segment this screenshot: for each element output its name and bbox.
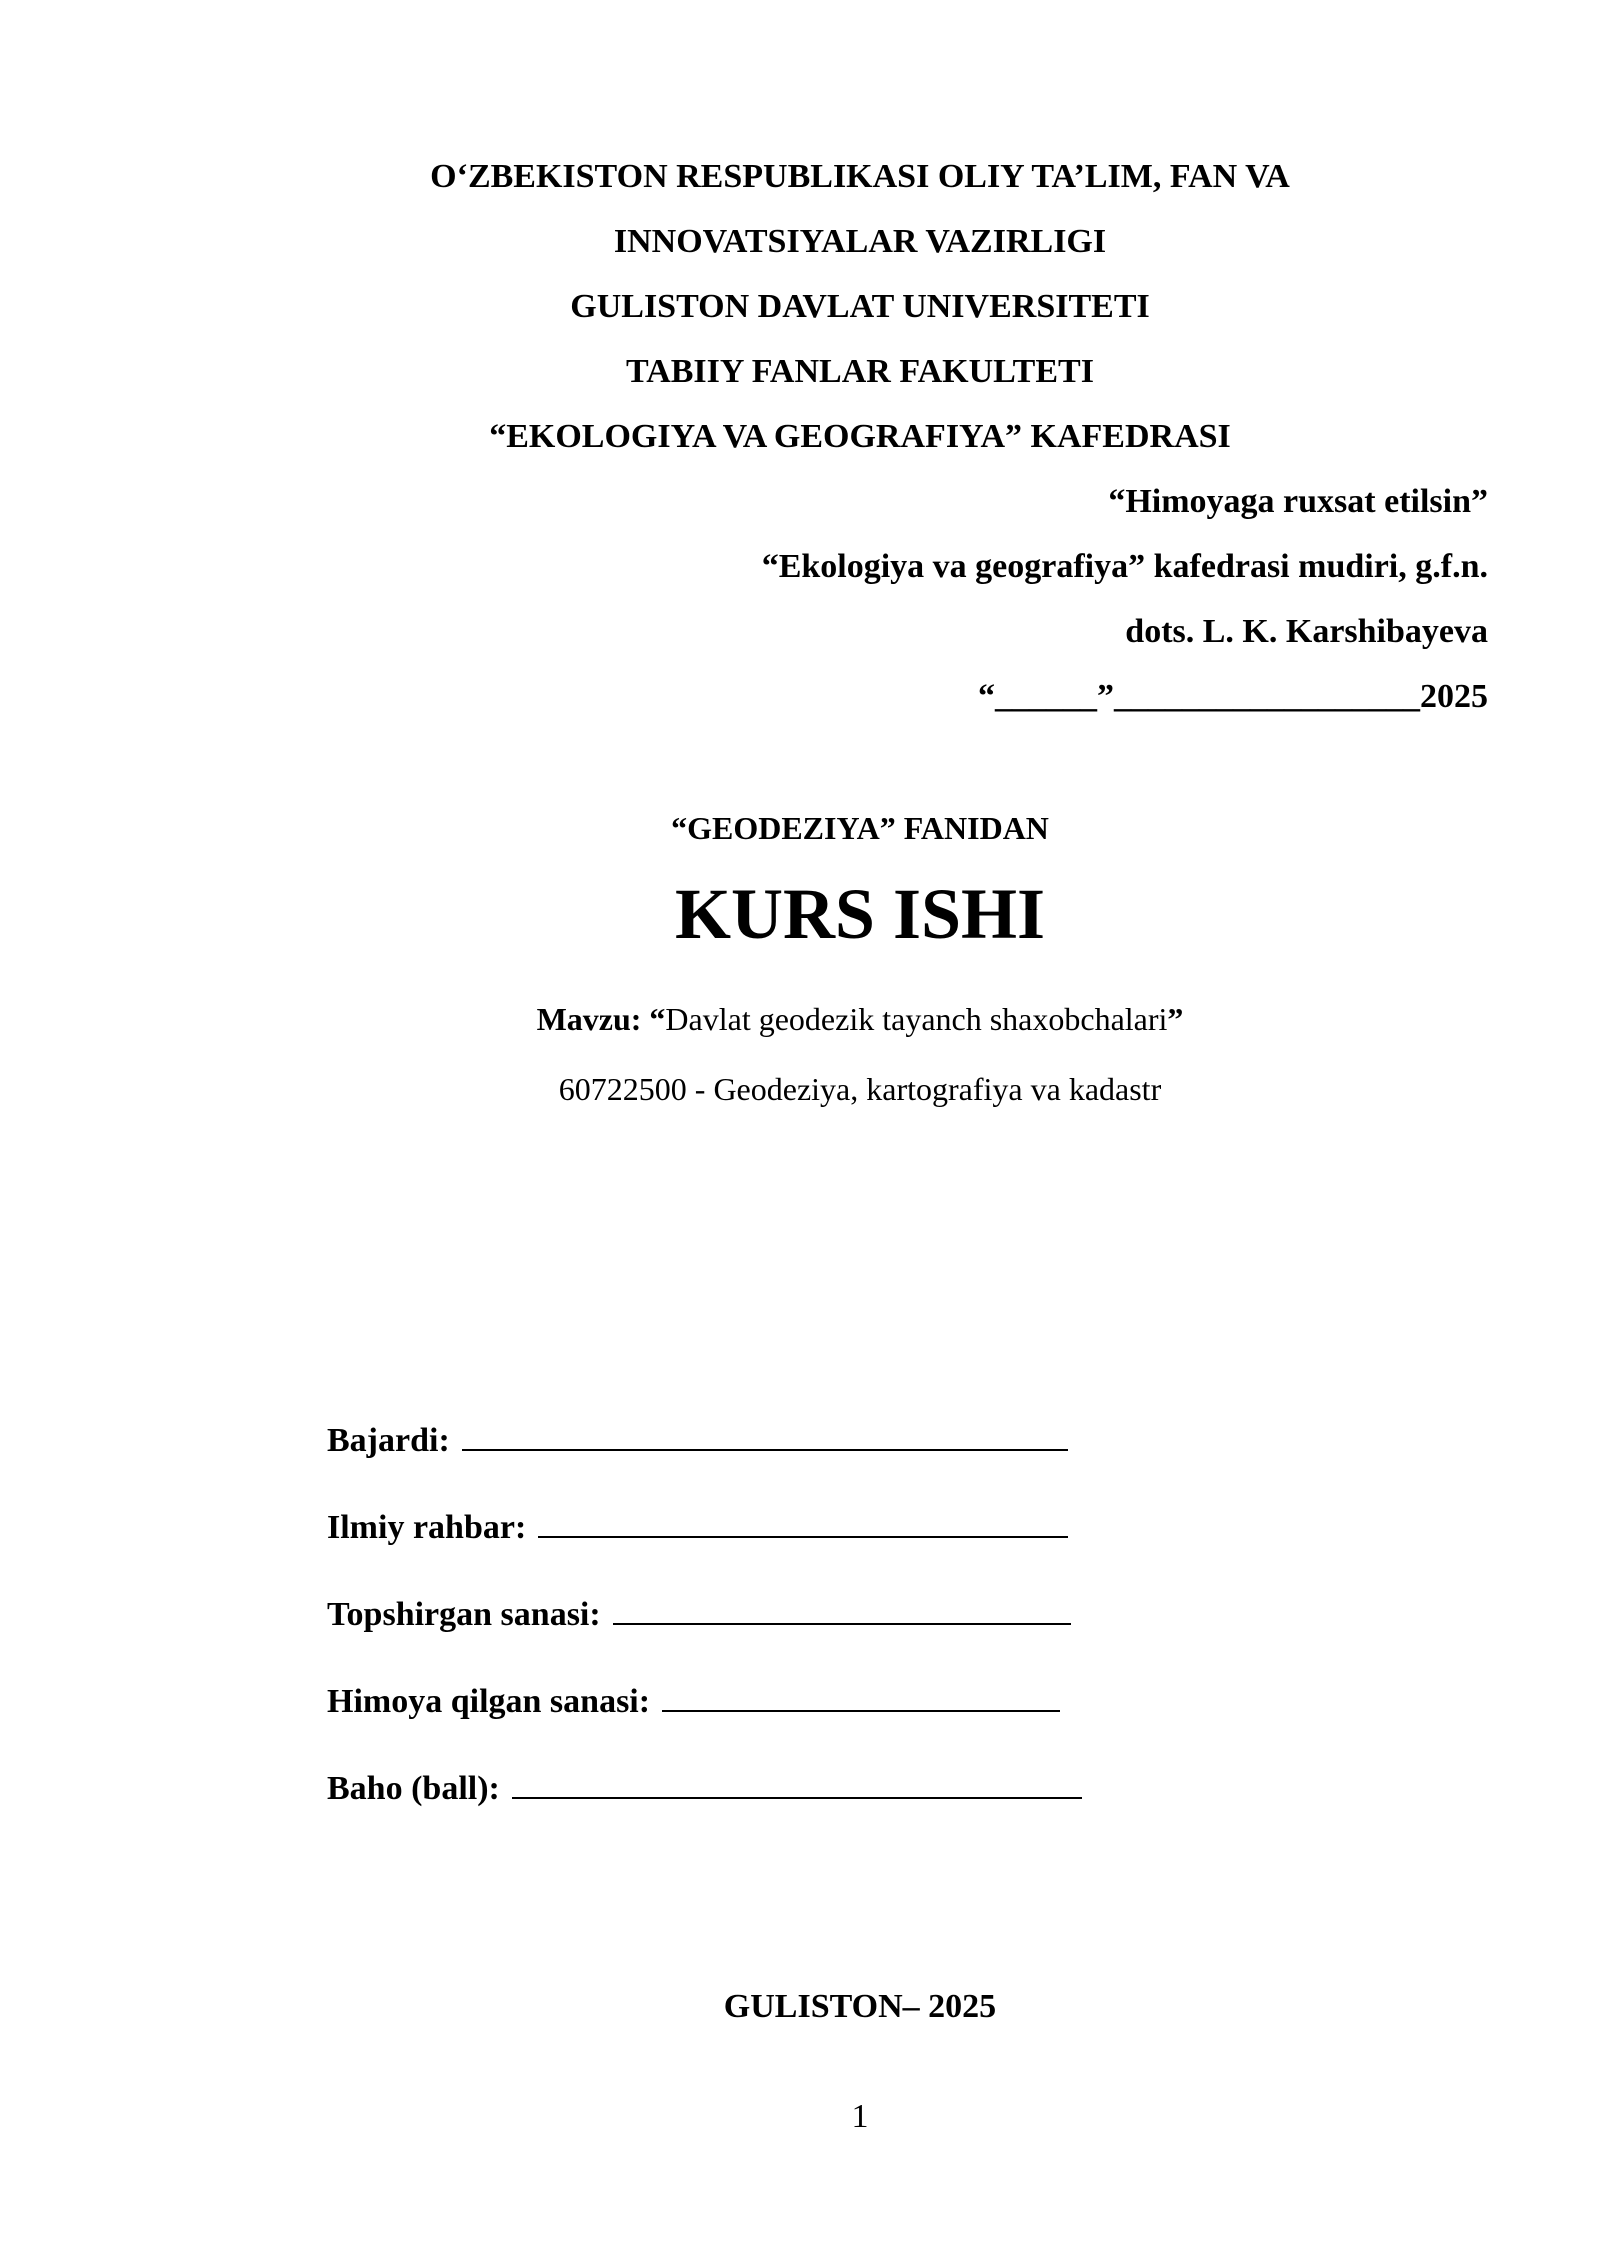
approval-line-3: dots. L. K. Karshibayeva: [1125, 613, 1488, 650]
submitted-date-blank: [613, 1622, 1071, 1625]
ministry-line-2: INNOVATSIYALAR VAZIRLIGI: [613, 223, 1107, 260]
approval-line-2: “Ekologiya va geografiya” kafedrasi mudiri, g.f.n.: [761, 548, 1488, 585]
topic-close-quote: ”: [1167, 1001, 1184, 1037]
defense-date-label: Himoya qilgan sanasi:: [327, 1683, 651, 1720]
submitted-date-label: Topshirgan sanasi:: [327, 1596, 601, 1633]
defense-date-field: [327, 1685, 1060, 1719]
performed-by-label: Bajardi:: [327, 1422, 450, 1459]
grade-blank: [512, 1796, 1082, 1799]
defense-date-blank: [662, 1709, 1060, 1712]
supervisor-label: Ilmiy rahbar:: [327, 1509, 527, 1546]
topic-line: [0, 1003, 1600, 1035]
performed-by-field: [327, 1424, 1068, 1458]
document-title: KURS ISHI: [674, 874, 1046, 954]
topic-label: Mavzu:: [536, 1001, 642, 1037]
topic-text: Davlat geodezik tayanch shaxobchalari: [665, 1001, 1168, 1037]
subject-line: “GEODEZIYA” FANIDAN: [671, 810, 1049, 846]
specialty-line: 60722500 - Geodeziya, kartografiya va kadastr: [558, 1071, 1162, 1107]
university-name: GULISTON DAVLAT UNIVERSITETI: [570, 288, 1150, 325]
supervisor-field: [327, 1511, 1068, 1545]
approval-line-1: “Himoyaga ruxsat etilsin”: [1108, 483, 1488, 520]
approval-date-line: “______”__________________2025: [978, 678, 1488, 715]
department-name: “EKOLOGIYA VA GEOGRAFIYA” KAFEDRASI: [489, 418, 1231, 455]
page-number: 1: [851, 2098, 869, 2135]
faculty-name: TABIIY FANLAR FAKULTETI: [626, 353, 1094, 390]
grade-field: [327, 1772, 1082, 1806]
performed-by-blank: [462, 1448, 1068, 1451]
supervisor-blank: [538, 1535, 1068, 1538]
city-year: GULISTON– 2025: [723, 1988, 997, 2025]
grade-label: Baho (ball):: [327, 1770, 500, 1807]
topic-open-quote: “: [649, 1001, 666, 1037]
submitted-date-field: [327, 1598, 1071, 1632]
ministry-line-1: O‘ZBEKISTON RESPUBLIKASI OLIY TA’LIM, FAN VA: [430, 158, 1290, 195]
